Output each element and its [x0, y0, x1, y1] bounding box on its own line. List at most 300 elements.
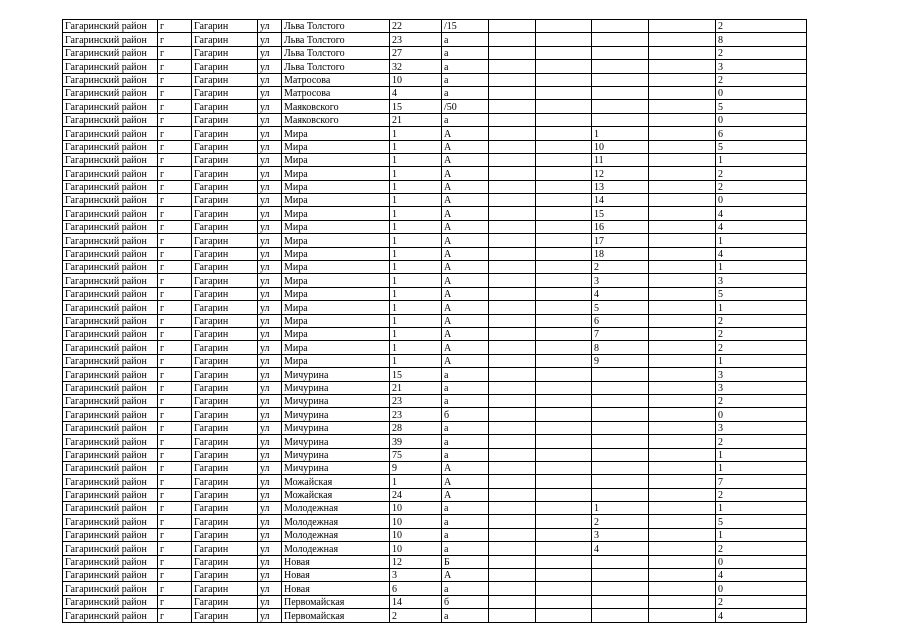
cell-street_type: ул	[258, 609, 282, 622]
cell-street: Льва Толстого	[282, 46, 390, 59]
cell-col8	[489, 582, 536, 595]
cell-col8	[489, 301, 536, 314]
cell-count: 0	[716, 113, 807, 126]
cell-settlement: Гагарин	[192, 354, 258, 367]
cell-col11	[649, 314, 716, 327]
cell-street: Льва Толстого	[282, 33, 390, 46]
cell-district: Гагаринский район	[63, 153, 158, 166]
cell-col8	[489, 127, 536, 140]
cell-street: Матросова	[282, 86, 390, 99]
cell-col9	[536, 582, 592, 595]
cell-settlement: Гагарин	[192, 100, 258, 113]
cell-settlement: Гагарин	[192, 421, 258, 434]
cell-col9	[536, 180, 592, 193]
cell-district: Гагаринский район	[63, 502, 158, 515]
cell-street: Мира	[282, 274, 390, 287]
cell-col8	[489, 528, 536, 541]
cell-district: Гагаринский район	[63, 475, 158, 488]
cell-col8	[489, 86, 536, 99]
cell-suffix: А	[442, 341, 489, 354]
cell-suffix: А	[442, 153, 489, 166]
cell-district: Гагаринский район	[63, 435, 158, 448]
cell-house: 1	[390, 127, 442, 140]
cell-col8	[489, 368, 536, 381]
cell-house: 1	[390, 220, 442, 233]
cell-apartment: 2	[592, 515, 649, 528]
table-row	[63, 127, 807, 140]
cell-col9	[536, 234, 592, 247]
cell-house: 1	[390, 207, 442, 220]
cell-settlement: Гагарин	[192, 327, 258, 340]
table-row	[63, 542, 807, 555]
cell-col8	[489, 314, 536, 327]
cell-col9	[536, 609, 592, 622]
cell-street_type: ул	[258, 435, 282, 448]
cell-street_type: ул	[258, 421, 282, 434]
cell-settlement: Гагарин	[192, 167, 258, 180]
table-row	[63, 60, 807, 73]
cell-col8	[489, 327, 536, 340]
cell-count: 3	[716, 60, 807, 73]
table-row	[63, 261, 807, 274]
cell-settlement: Гагарин	[192, 153, 258, 166]
cell-suffix: А	[442, 488, 489, 501]
table-row	[63, 394, 807, 407]
cell-col8	[489, 140, 536, 153]
cell-house: 32	[390, 60, 442, 73]
cell-col11	[649, 33, 716, 46]
cell-col9	[536, 542, 592, 555]
cell-street_type: ул	[258, 140, 282, 153]
cell-col8	[489, 595, 536, 608]
cell-street: Мира	[282, 341, 390, 354]
cell-col9	[536, 408, 592, 421]
cell-street: Маяковского	[282, 113, 390, 126]
cell-col11	[649, 46, 716, 59]
cell-apartment: 3	[592, 528, 649, 541]
cell-street: Мичурина	[282, 408, 390, 421]
cell-col8	[489, 180, 536, 193]
cell-col11	[649, 421, 716, 434]
cell-district: Гагаринский район	[63, 595, 158, 608]
cell-street: Новая	[282, 582, 390, 595]
table-row	[63, 408, 807, 421]
cell-street_type: ул	[258, 461, 282, 474]
cell-district: Гагаринский район	[63, 354, 158, 367]
cell-col11	[649, 327, 716, 340]
cell-house: 1	[390, 314, 442, 327]
cell-house: 1	[390, 287, 442, 300]
cell-settlement_type: г	[158, 582, 192, 595]
table-row	[63, 33, 807, 46]
cell-street: Мира	[282, 127, 390, 140]
cell-settlement: Гагарин	[192, 555, 258, 568]
cell-col9	[536, 475, 592, 488]
cell-house: 1	[390, 234, 442, 247]
cell-suffix: А	[442, 314, 489, 327]
cell-col8	[489, 542, 536, 555]
table-row	[63, 314, 807, 327]
cell-street_type: ул	[258, 220, 282, 233]
cell-settlement_type: г	[158, 207, 192, 220]
cell-col8	[489, 435, 536, 448]
cell-col11	[649, 180, 716, 193]
cell-house: 1	[390, 274, 442, 287]
cell-suffix: а	[442, 542, 489, 555]
cell-district: Гагаринский район	[63, 301, 158, 314]
table-row	[63, 421, 807, 434]
cell-apartment: 14	[592, 194, 649, 207]
table-row	[63, 582, 807, 595]
cell-suffix: А	[442, 301, 489, 314]
cell-suffix: А	[442, 287, 489, 300]
cell-suffix: а	[442, 515, 489, 528]
cell-col8	[489, 515, 536, 528]
cell-district: Гагаринский район	[63, 341, 158, 354]
cell-apartment: 10	[592, 140, 649, 153]
cell-settlement_type: г	[158, 515, 192, 528]
cell-settlement_type: г	[158, 86, 192, 99]
cell-house: 15	[390, 368, 442, 381]
table-row	[63, 528, 807, 541]
cell-street_type: ул	[258, 394, 282, 407]
cell-suffix: /50	[442, 100, 489, 113]
cell-col11	[649, 247, 716, 260]
table-row	[63, 327, 807, 340]
cell-settlement_type: г	[158, 502, 192, 515]
cell-house: 10	[390, 502, 442, 515]
cell-settlement: Гагарин	[192, 528, 258, 541]
cell-col11	[649, 20, 716, 33]
cell-count: 0	[716, 194, 807, 207]
cell-col8	[489, 555, 536, 568]
cell-street: Мира	[282, 194, 390, 207]
cell-apartment: 1	[592, 127, 649, 140]
cell-district: Гагаринский район	[63, 180, 158, 193]
cell-col11	[649, 86, 716, 99]
cell-settlement_type: г	[158, 354, 192, 367]
cell-col11	[649, 435, 716, 448]
cell-street_type: ул	[258, 167, 282, 180]
cell-count: 1	[716, 153, 807, 166]
table-row	[63, 167, 807, 180]
cell-district: Гагаринский район	[63, 609, 158, 622]
cell-street_type: ул	[258, 341, 282, 354]
cell-col11	[649, 475, 716, 488]
cell-suffix: а	[442, 394, 489, 407]
cell-apartment: 7	[592, 327, 649, 340]
cell-district: Гагаринский район	[63, 140, 158, 153]
cell-suffix: А	[442, 194, 489, 207]
cell-district: Гагаринский район	[63, 582, 158, 595]
cell-street_type: ул	[258, 368, 282, 381]
cell-count: 2	[716, 542, 807, 555]
cell-apartment	[592, 394, 649, 407]
cell-street_type: ул	[258, 327, 282, 340]
cell-settlement: Гагарин	[192, 60, 258, 73]
cell-street: Новая	[282, 569, 390, 582]
cell-district: Гагаринский район	[63, 394, 158, 407]
cell-street_type: ул	[258, 274, 282, 287]
cell-col8	[489, 261, 536, 274]
cell-col9	[536, 354, 592, 367]
cell-count: 2	[716, 327, 807, 340]
cell-apartment	[592, 569, 649, 582]
cell-col11	[649, 113, 716, 126]
cell-count: 2	[716, 595, 807, 608]
cell-district: Гагаринский район	[63, 488, 158, 501]
cell-district: Гагаринский район	[63, 327, 158, 340]
cell-street: Мичурина	[282, 421, 390, 434]
cell-house: 12	[390, 555, 442, 568]
cell-col9	[536, 287, 592, 300]
cell-settlement: Гагарин	[192, 180, 258, 193]
table-row	[63, 555, 807, 568]
cell-apartment	[592, 461, 649, 474]
cell-district: Гагаринский район	[63, 207, 158, 220]
cell-col8	[489, 207, 536, 220]
cell-col8	[489, 287, 536, 300]
cell-street: Мира	[282, 220, 390, 233]
cell-col9	[536, 421, 592, 434]
cell-street: Новая	[282, 555, 390, 568]
cell-street_type: ул	[258, 194, 282, 207]
cell-count: 1	[716, 234, 807, 247]
cell-suffix: б	[442, 595, 489, 608]
cell-house: 10	[390, 73, 442, 86]
cell-count: 2	[716, 180, 807, 193]
cell-district: Гагаринский район	[63, 528, 158, 541]
cell-col11	[649, 167, 716, 180]
cell-house: 1	[390, 167, 442, 180]
cell-suffix: А	[442, 475, 489, 488]
cell-settlement_type: г	[158, 274, 192, 287]
cell-apartment	[592, 113, 649, 126]
cell-col11	[649, 461, 716, 474]
cell-district: Гагаринский район	[63, 234, 158, 247]
cell-district: Гагаринский район	[63, 261, 158, 274]
cell-suffix: А	[442, 140, 489, 153]
cell-col9	[536, 528, 592, 541]
cell-house: 23	[390, 394, 442, 407]
cell-house: 23	[390, 33, 442, 46]
table-row	[63, 234, 807, 247]
cell-suffix: А	[442, 354, 489, 367]
cell-street_type: ул	[258, 515, 282, 528]
cell-street: Мичурина	[282, 394, 390, 407]
cell-suffix: а	[442, 582, 489, 595]
cell-street: Можайская	[282, 488, 390, 501]
cell-suffix: А	[442, 127, 489, 140]
cell-col9	[536, 368, 592, 381]
cell-suffix: А	[442, 207, 489, 220]
cell-district: Гагаринский район	[63, 569, 158, 582]
table-row	[63, 515, 807, 528]
cell-settlement: Гагарин	[192, 287, 258, 300]
cell-house: 14	[390, 595, 442, 608]
table-row	[63, 381, 807, 394]
cell-settlement: Гагарин	[192, 247, 258, 260]
cell-house: 1	[390, 327, 442, 340]
cell-street_type: ул	[258, 301, 282, 314]
cell-settlement_type: г	[158, 475, 192, 488]
cell-suffix: а	[442, 528, 489, 541]
cell-col8	[489, 220, 536, 233]
cell-col8	[489, 33, 536, 46]
cell-street: Можайская	[282, 475, 390, 488]
cell-apartment	[592, 381, 649, 394]
table-row	[63, 354, 807, 367]
cell-settlement: Гагарин	[192, 609, 258, 622]
cell-settlement: Гагарин	[192, 274, 258, 287]
cell-street_type: ул	[258, 528, 282, 541]
cell-suffix: /15	[442, 20, 489, 33]
cell-col9	[536, 327, 592, 340]
cell-house: 1	[390, 261, 442, 274]
cell-district: Гагаринский район	[63, 274, 158, 287]
cell-street_type: ул	[258, 582, 282, 595]
cell-col9	[536, 20, 592, 33]
cell-settlement: Гагарин	[192, 113, 258, 126]
cell-street_type: ул	[258, 33, 282, 46]
table-row	[63, 113, 807, 126]
cell-settlement: Гагарин	[192, 86, 258, 99]
cell-apartment	[592, 408, 649, 421]
cell-count: 6	[716, 127, 807, 140]
cell-col8	[489, 167, 536, 180]
cell-street: Мичурина	[282, 448, 390, 461]
cell-street_type: ул	[258, 234, 282, 247]
cell-settlement: Гагарин	[192, 33, 258, 46]
cell-district: Гагаринский район	[63, 194, 158, 207]
cell-settlement: Гагарин	[192, 368, 258, 381]
cell-settlement: Гагарин	[192, 448, 258, 461]
cell-house: 1	[390, 140, 442, 153]
cell-col9	[536, 314, 592, 327]
cell-house: 22	[390, 20, 442, 33]
cell-settlement: Гагарин	[192, 569, 258, 582]
cell-house: 10	[390, 528, 442, 541]
cell-settlement: Гагарин	[192, 301, 258, 314]
cell-col11	[649, 341, 716, 354]
cell-count: 3	[716, 368, 807, 381]
cell-settlement_type: г	[158, 461, 192, 474]
cell-settlement: Гагарин	[192, 475, 258, 488]
cell-suffix: А	[442, 569, 489, 582]
cell-district: Гагаринский район	[63, 220, 158, 233]
cell-district: Гагаринский район	[63, 127, 158, 140]
cell-settlement_type: г	[158, 542, 192, 555]
cell-house: 4	[390, 86, 442, 99]
cell-apartment: 3	[592, 274, 649, 287]
cell-district: Гагаринский район	[63, 46, 158, 59]
cell-street: Мичурина	[282, 435, 390, 448]
cell-house: 1	[390, 247, 442, 260]
cell-col9	[536, 33, 592, 46]
cell-house: 1	[390, 194, 442, 207]
cell-street_type: ул	[258, 73, 282, 86]
cell-settlement_type: г	[158, 394, 192, 407]
cell-col9	[536, 274, 592, 287]
cell-count: 2	[716, 46, 807, 59]
cell-count: 1	[716, 261, 807, 274]
cell-settlement_type: г	[158, 314, 192, 327]
cell-apartment: 8	[592, 341, 649, 354]
cell-col8	[489, 448, 536, 461]
cell-col9	[536, 207, 592, 220]
cell-street_type: ул	[258, 555, 282, 568]
cell-col9	[536, 341, 592, 354]
cell-apartment	[592, 555, 649, 568]
cell-col11	[649, 60, 716, 73]
cell-street: Молодежная	[282, 542, 390, 555]
cell-settlement_type: г	[158, 421, 192, 434]
cell-settlement: Гагарин	[192, 502, 258, 515]
cell-count: 5	[716, 100, 807, 113]
cell-apartment: 16	[592, 220, 649, 233]
cell-suffix: А	[442, 234, 489, 247]
cell-col8	[489, 113, 536, 126]
cell-col9	[536, 569, 592, 582]
cell-district: Гагаринский район	[63, 368, 158, 381]
cell-street_type: ул	[258, 86, 282, 99]
cell-suffix: А	[442, 461, 489, 474]
cell-settlement_type: г	[158, 408, 192, 421]
cell-settlement: Гагарин	[192, 73, 258, 86]
cell-count: 2	[716, 20, 807, 33]
cell-col9	[536, 502, 592, 515]
cell-apartment	[592, 60, 649, 73]
cell-street_type: ул	[258, 261, 282, 274]
cell-suffix: а	[442, 33, 489, 46]
cell-count: 2	[716, 435, 807, 448]
cell-settlement_type: г	[158, 327, 192, 340]
cell-settlement_type: г	[158, 301, 192, 314]
cell-street: Маяковского	[282, 100, 390, 113]
cell-col11	[649, 140, 716, 153]
cell-count: 1	[716, 528, 807, 541]
cell-col9	[536, 394, 592, 407]
cell-count: 7	[716, 475, 807, 488]
cell-street: Молодежная	[282, 515, 390, 528]
cell-settlement_type: г	[158, 127, 192, 140]
cell-apartment	[592, 488, 649, 501]
cell-street_type: ул	[258, 153, 282, 166]
cell-col11	[649, 261, 716, 274]
cell-count: 2	[716, 394, 807, 407]
cell-settlement_type: г	[158, 73, 192, 86]
cell-count: 0	[716, 582, 807, 595]
cell-count: 5	[716, 140, 807, 153]
cell-col11	[649, 515, 716, 528]
cell-apartment: 17	[592, 234, 649, 247]
cell-suffix: а	[442, 368, 489, 381]
cell-suffix: А	[442, 167, 489, 180]
cell-count: 5	[716, 515, 807, 528]
cell-settlement_type: г	[158, 180, 192, 193]
cell-col8	[489, 394, 536, 407]
cell-col8	[489, 20, 536, 33]
cell-street: Первомайская	[282, 609, 390, 622]
cell-settlement: Гагарин	[192, 314, 258, 327]
cell-settlement_type: г	[158, 153, 192, 166]
cell-settlement_type: г	[158, 167, 192, 180]
cell-street_type: ул	[258, 180, 282, 193]
cell-col9	[536, 100, 592, 113]
cell-suffix: А	[442, 261, 489, 274]
cell-col11	[649, 555, 716, 568]
table-row	[63, 569, 807, 582]
